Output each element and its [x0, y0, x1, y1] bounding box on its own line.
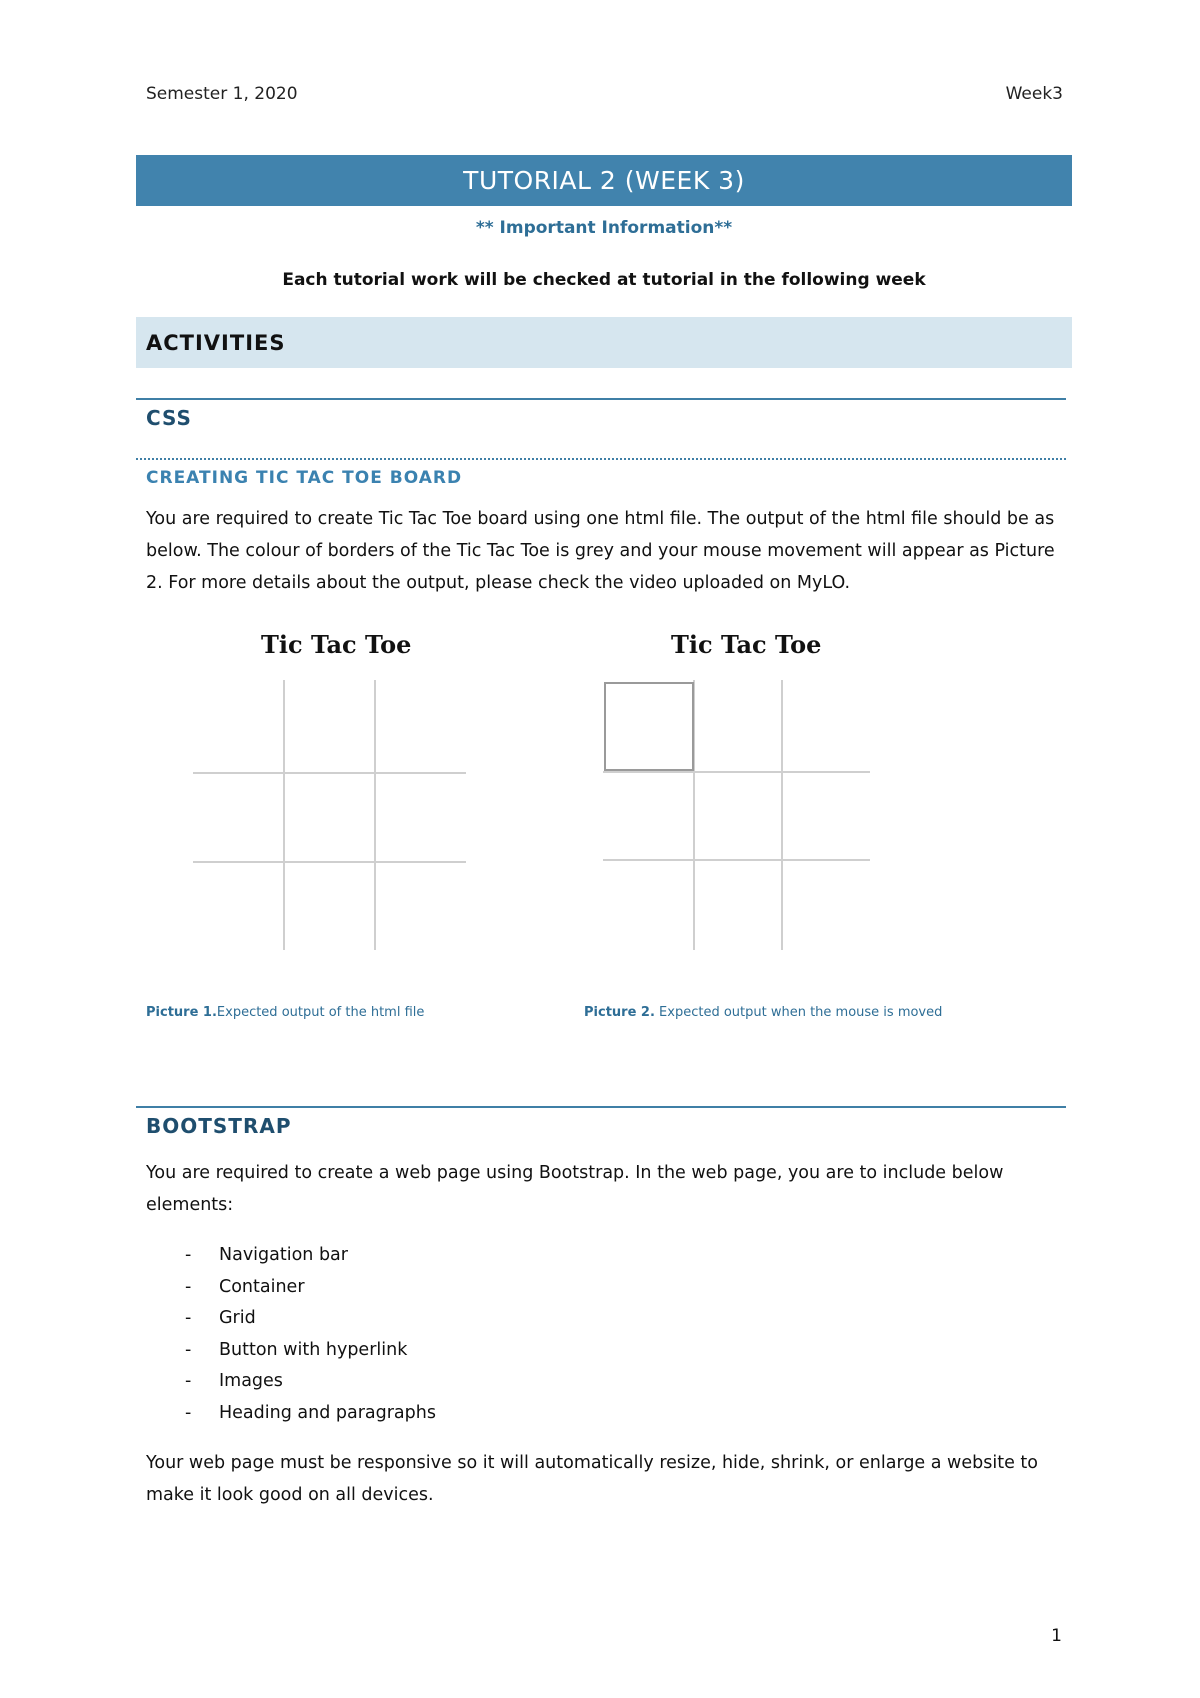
- bootstrap-heading: BOOTSTRAP: [146, 1114, 292, 1138]
- page-number: 1: [1051, 1626, 1062, 1646]
- picture-2: [600, 628, 880, 968]
- list-item: - Heading and paragraphs: [146, 1398, 1046, 1430]
- list-item: - Grid: [146, 1303, 1046, 1335]
- picture-1-caption: [146, 1005, 424, 1020]
- page-title: TUTORIAL 2 (WEEK 3): [136, 155, 1072, 206]
- important-info-label: ** Important Information**: [475, 218, 733, 238]
- checking-notice: Each tutorial work will be checked at tutorial in the following week: [282, 270, 926, 290]
- list-item: - Navigation bar: [146, 1240, 1046, 1272]
- picture-1: [190, 628, 470, 968]
- bootstrap-instructions: You are required to create a web page using Bootstrap. In the web page, you are to include below elements:: [146, 1163, 1004, 1215]
- picture-2-grid: [600, 680, 880, 950]
- header-week: Week3: [1005, 84, 1063, 104]
- css-instructions: You are required to create Tic Tac Toe board using one html file. The output of the html file should be as below. The colour of borders of the Tic Tac Toe is grey and your mouse movement will appear as Picture 2. For more details about the output, please check the video uploaded on MyLO.: [146, 509, 1055, 593]
- responsive-requirement: Your web page must be responsive so it will automatically resize, hide, shrink, or enlarge a website to make it look good on all devices.: [146, 1453, 1038, 1505]
- list-item: - Images: [146, 1366, 1046, 1398]
- picture-1-grid: [190, 680, 470, 950]
- header-semester: Semester 1, 2020: [146, 84, 298, 104]
- activities-heading: ACTIVITIES: [136, 317, 1072, 368]
- caption-2-label: Picture 2.: [584, 1005, 655, 1020]
- hover-cell-highlight: [605, 683, 693, 770]
- css-section-rule: [136, 398, 1066, 400]
- picture-1-board-title: Tic Tac Toe: [261, 630, 412, 659]
- css-heading: CSS: [146, 406, 192, 430]
- tic-tac-toe-subheading: CREATING TIC TAC TOE BOARD: [146, 468, 463, 488]
- picture-2-caption: [584, 1005, 942, 1020]
- caption-1-text: Expected output of the html file: [216, 1005, 425, 1020]
- caption-2-text: Expected output when the mouse is moved: [654, 1005, 943, 1020]
- picture-2-board-title: Tic Tac Toe: [671, 630, 822, 659]
- bootstrap-element-list: [146, 1240, 1046, 1429]
- css-dotted-rule: [136, 458, 1066, 460]
- bootstrap-section-rule: [136, 1106, 1066, 1108]
- list-item: - Button with hyperlink: [146, 1335, 1046, 1367]
- caption-1-label: Picture 1.: [146, 1005, 217, 1020]
- list-item: - Container: [146, 1272, 1046, 1304]
